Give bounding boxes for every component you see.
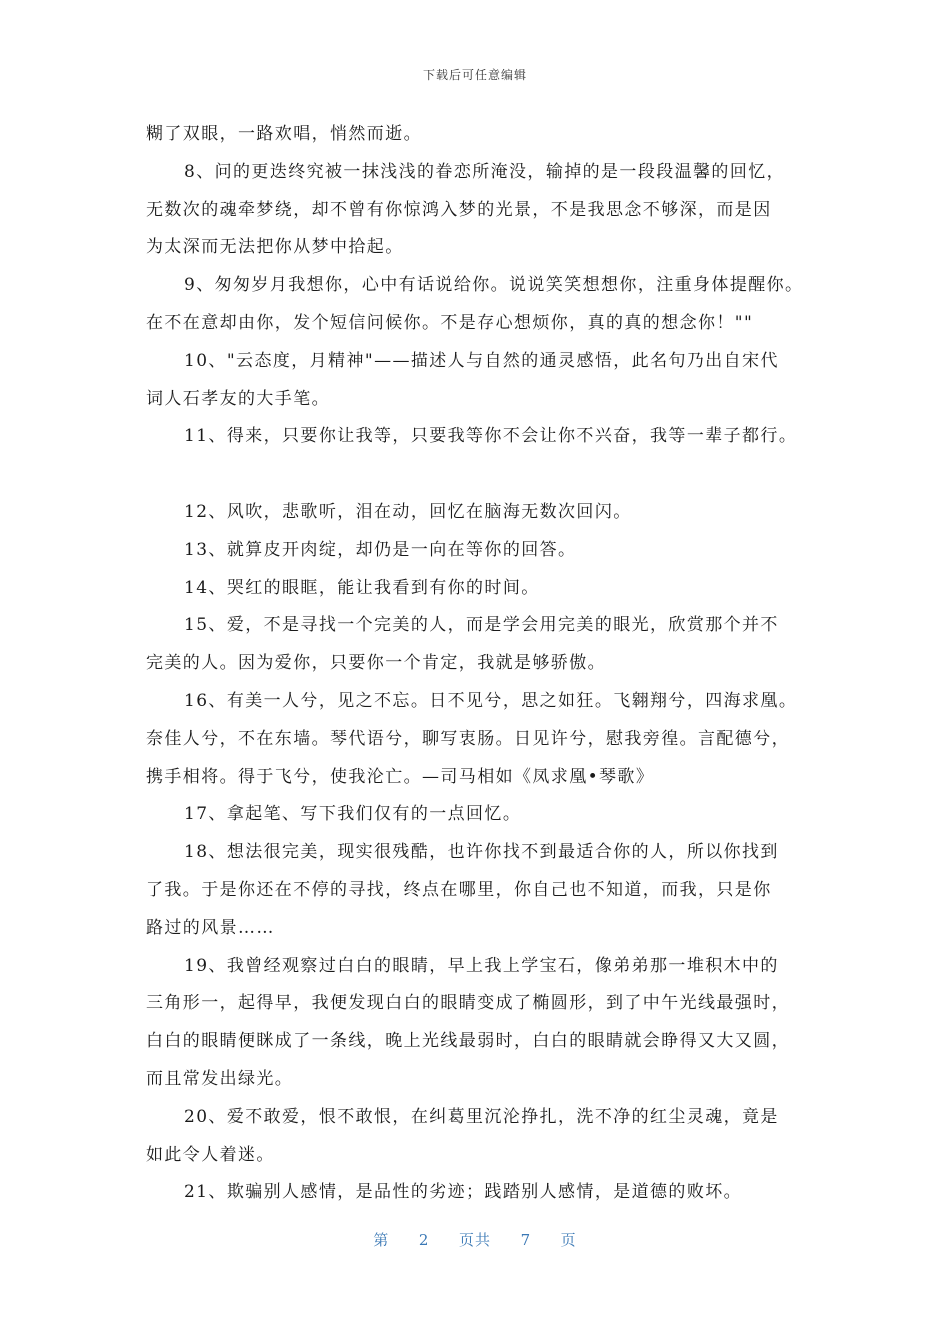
page-footer bbox=[0, 1229, 950, 1250]
page-header: 下载后可任意编辑 bbox=[422, 68, 527, 82]
document-body bbox=[146, 116, 826, 1212]
paragraph-line: 17、拿起笔、写下我们仅有的一点回忆。 bbox=[184, 804, 522, 825]
paragraph-line: 词人石孝友的大手笔。 bbox=[146, 388, 330, 409]
paragraph-line: 15、爱，不是寻找一个完美的人，而是学会用完美的眼光，欣赏那个并不 bbox=[184, 615, 779, 636]
footer-page-label: 第 bbox=[373, 1231, 390, 1249]
paragraph-line: 12、风吹，悲歌听，泪在动，回忆在脑海无数次回闪。 bbox=[184, 501, 632, 522]
footer-page-suffix: 页 bbox=[560, 1231, 577, 1249]
paragraph bbox=[146, 683, 826, 796]
paragraph-line: 如此令人着迷。 bbox=[146, 1144, 275, 1165]
footer-total-pages: 7 bbox=[520, 1231, 532, 1249]
paragraph-line: 而且常发出绿光。 bbox=[146, 1068, 294, 1089]
paragraph-line: 三角形一，起得早，我便发现白白的眼睛变成了椭圆形，到了中午光线最强时， bbox=[146, 993, 790, 1014]
paragraph bbox=[146, 1099, 826, 1175]
paragraph bbox=[146, 1174, 826, 1212]
paragraph-line: 10、"云态度，月精神"——描述人与自然的通灵感悟，此名句乃出自宋代 bbox=[184, 350, 779, 371]
paragraph-line: 白白的眼睛便眯成了一条线，晚上光线最弱时，白白的眼睛就会睁得又大又圆， bbox=[146, 1031, 790, 1052]
paragraph bbox=[146, 570, 826, 608]
paragraph bbox=[146, 154, 826, 267]
paragraph bbox=[146, 494, 826, 532]
paragraph-line: 13、就算皮开肉绽，却仍是一向在等你的回答。 bbox=[184, 539, 577, 560]
paragraph-line: 了我。于是你还在不停的寻找，终点在哪里，你自己也不知道，而我，只是你 bbox=[146, 879, 772, 900]
paragraph-line: 奈佳人兮，不在东墙。琴代语兮，聊写衷肠。日见许兮，慰我旁徨。言配德兮， bbox=[146, 728, 790, 749]
paragraph-line: 14、哭红的眼眶，能让我看到有你的时间。 bbox=[184, 577, 540, 598]
paragraph bbox=[146, 834, 826, 947]
paragraph-line: 完美的人。因为爱你，只要你一个肯定，我就是够骄傲。 bbox=[146, 653, 606, 674]
paragraph-line: 18、想法很完美，现实很残酷，也许你找不到最适合你的人，所以你找到 bbox=[184, 842, 779, 863]
paragraph bbox=[146, 343, 826, 419]
paragraph-line: 在不在意却由你，发个短信问候你。不是存心想烦你，真的真的想念你！"" bbox=[146, 312, 754, 333]
paragraph-line: 21、欺骗别人感情，是品性的劣迹；践踏别人感情，是道德的败坏。 bbox=[184, 1182, 743, 1203]
paragraph-line: 11、得来，只要你让我等，只要我等你不会让你不兴奋，我等一辈子都行。 bbox=[184, 426, 798, 447]
paragraph-line: 9、匆匆岁月我想你，心中有话说给你。说说笑笑想想你，注重身体提醒你。 bbox=[184, 275, 804, 296]
paragraph-line: 糊了双眼，一路欢唱，悄然而逝。 bbox=[146, 124, 422, 144]
paragraph bbox=[146, 796, 826, 834]
paragraph-line: 8、问的更迭终究被一抹浅浅的眷恋所淹没，输掉的是一段段温馨的回忆， bbox=[184, 161, 786, 182]
paragraph bbox=[146, 607, 826, 683]
paragraph-line: 路过的风景…… bbox=[146, 917, 275, 938]
paragraph-line: 为太深而无法把你从梦中拾起。 bbox=[146, 237, 404, 258]
paragraph bbox=[146, 948, 826, 1099]
paragraph-line: 20、爱不敢爱，恨不敢恨，在纠葛里沉沦挣扎，洗不净的红尘灵魂，竟是 bbox=[184, 1106, 779, 1127]
paragraph-line: 携手相将。得于飞兮，使我沦亡。—司马相如《凤求凰•琴歌》 bbox=[146, 766, 655, 787]
footer-total-label: 页共 bbox=[458, 1231, 491, 1249]
paragraph bbox=[146, 532, 826, 570]
paragraph-line: 16、有美一人兮，见之不忘。日不见兮，思之如狂。飞翱翔兮，四海求凰。 bbox=[184, 690, 798, 711]
paragraph-line: 19、我曾经观察过白白的眼睛，早上我上学宝石，像弟弟那一堆积木中的 bbox=[184, 955, 779, 976]
paragraph bbox=[146, 418, 826, 456]
paragraph bbox=[146, 267, 826, 343]
paragraph bbox=[146, 116, 826, 154]
blank-line bbox=[146, 456, 826, 494]
paragraph-line: 无数次的魂牵梦绕，却不曾有你惊鸿入梦的光景，不是我思念不够深，而是因 bbox=[146, 199, 772, 220]
footer-page-number: 2 bbox=[418, 1231, 430, 1249]
